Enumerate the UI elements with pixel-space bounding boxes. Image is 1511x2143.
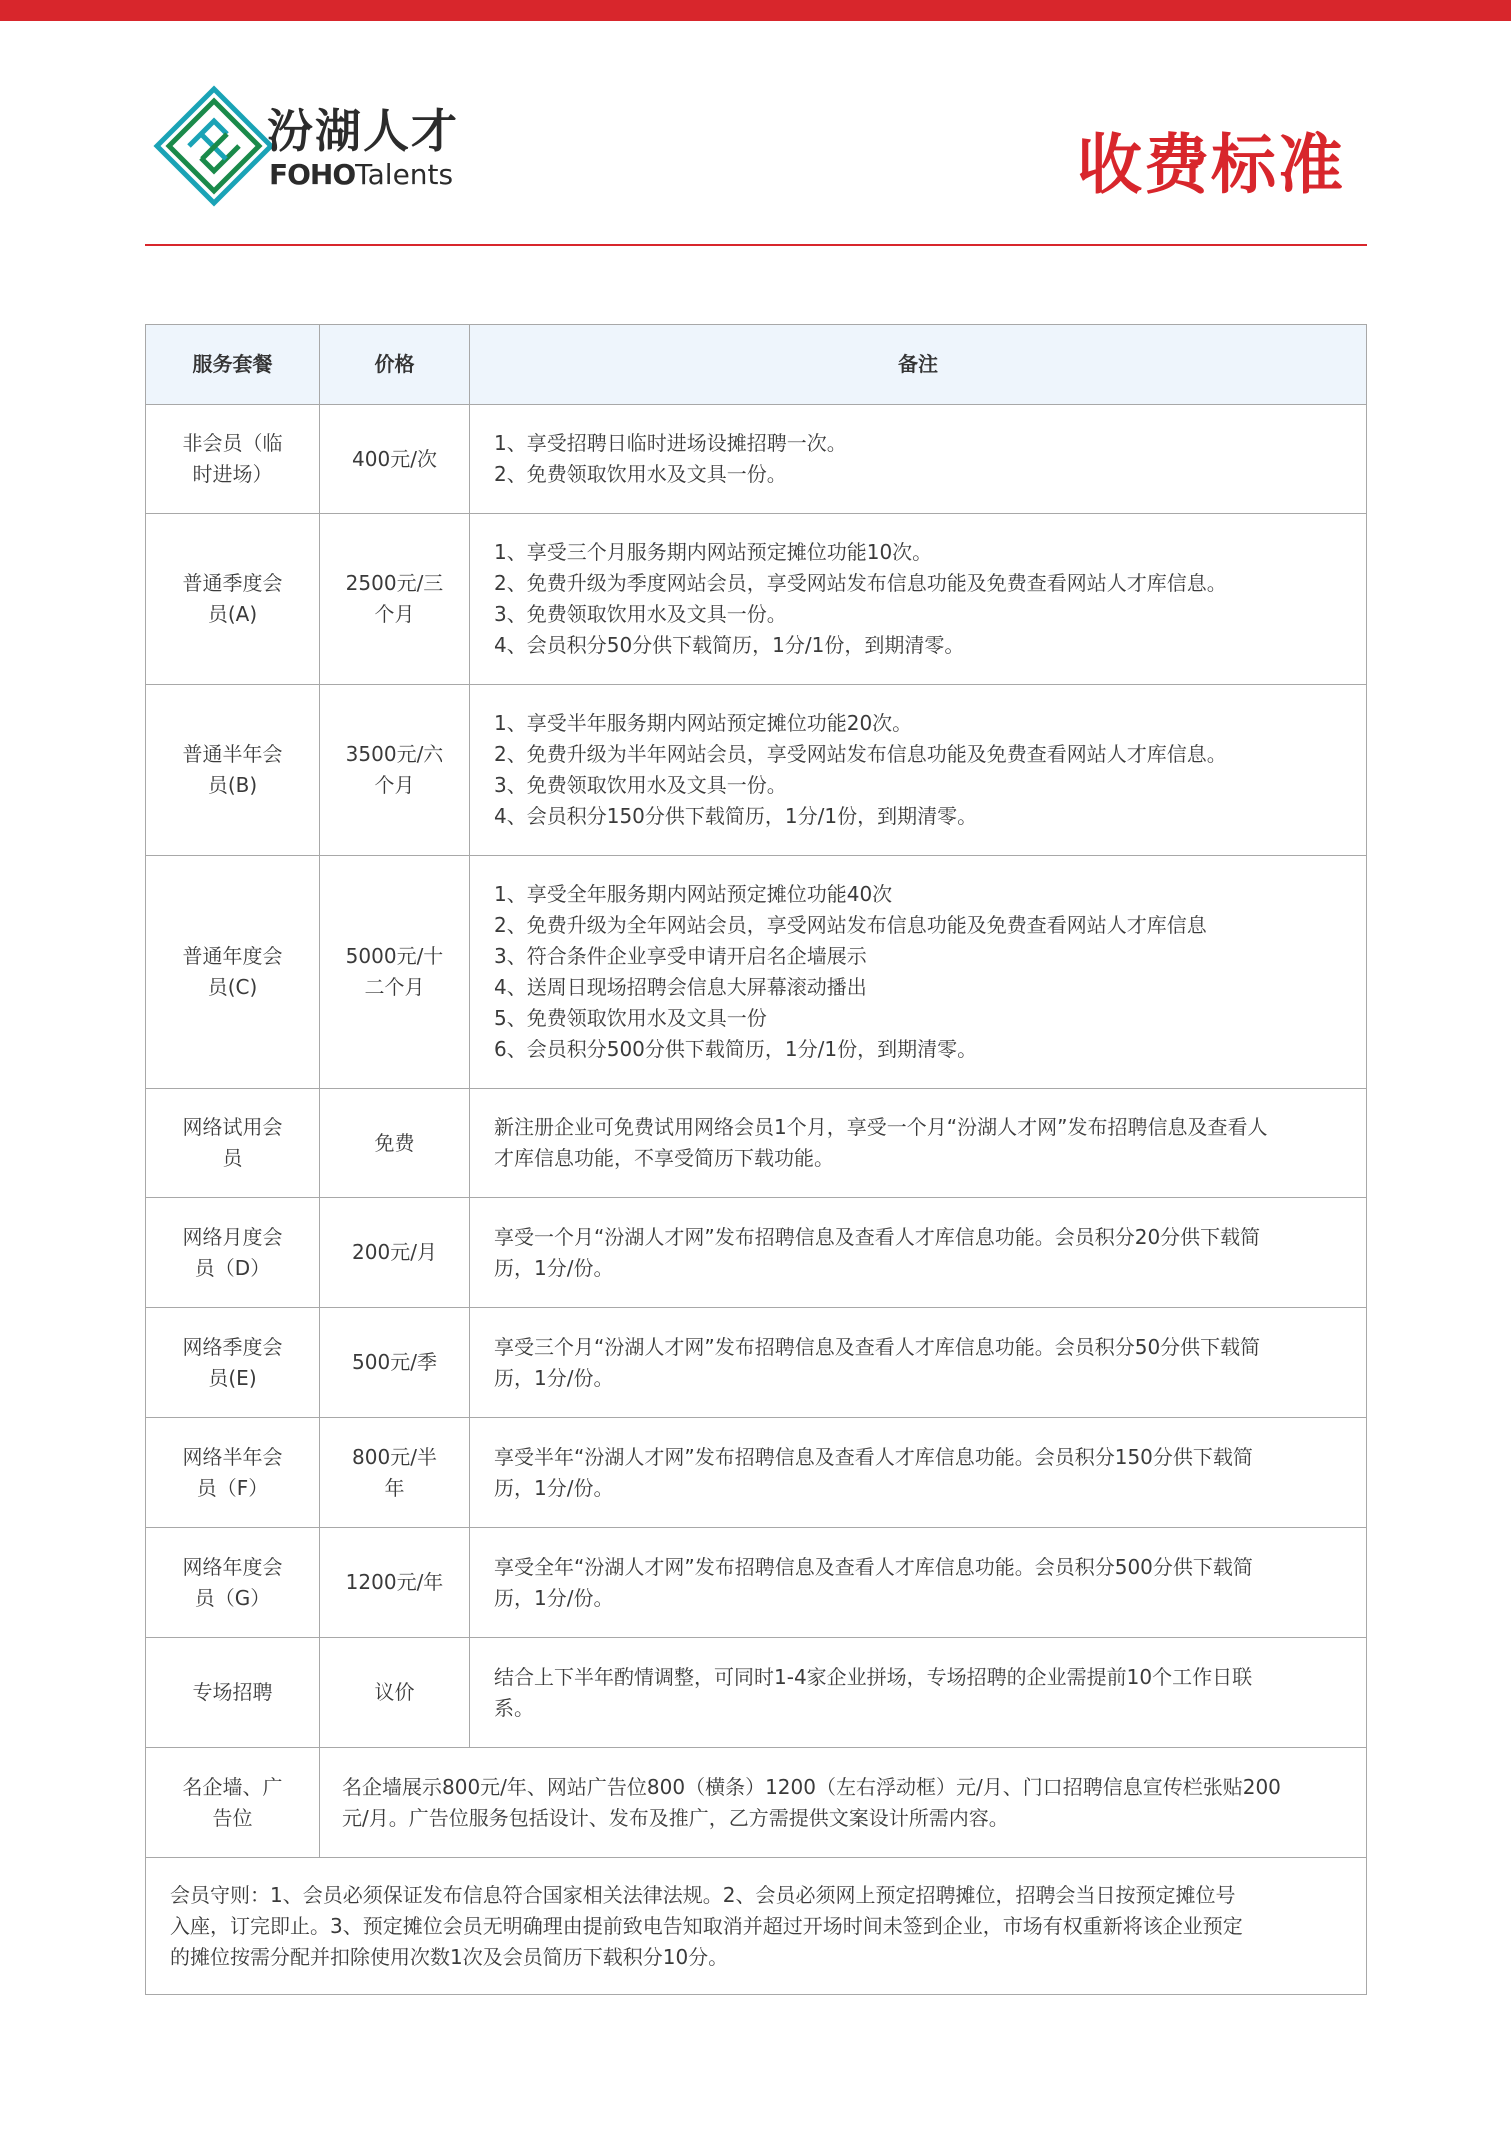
notes-cell: 享受一个月“汾湖人才网”发布招聘信息及查看人才库信息功能。会员积分20分供下载简 历，1分/份。 — [470, 1198, 1367, 1308]
price-cell: 1200元/年 — [320, 1528, 470, 1638]
logo-chinese-text: 汾湖人才 — [267, 104, 459, 158]
package-cell: 非会员（临 时进场） — [146, 405, 320, 514]
price-cell: 3500元/六 个月 — [320, 685, 470, 856]
logo-en-rest: Talents — [355, 158, 454, 191]
table-row — [146, 514, 1367, 685]
col-header-price: 价格 — [320, 325, 470, 405]
package-cell: 普通年度会 员(C) — [146, 856, 320, 1089]
notes-cell: 享受三个月“汾湖人才网”发布招聘信息及查看人才库信息功能。会员积分50分供下载简 历，1分/份。 — [470, 1308, 1367, 1418]
notes-cell: 享受半年“汾湖人才网”发布招聘信息及查看人才库信息功能。会员积分150分供下载简 历，1分/份。 — [470, 1418, 1367, 1528]
notes-cell: 享受全年“汾湖人才网”发布招聘信息及查看人才库信息功能。会员积分500分供下载简 历，1分/份。 — [470, 1528, 1367, 1638]
page-title: 收费标准 — [1076, 128, 1345, 203]
table-row — [146, 1528, 1367, 1638]
table-row — [146, 1089, 1367, 1198]
package-cell: 专场招聘 — [146, 1638, 320, 1748]
notes-cell: 新注册企业可免费试用网络会员1个月，享受一个月“汾湖人才网”发布招聘信息及查看人 才库信息功能，不享受简历下载功能。 — [470, 1089, 1367, 1198]
price-cell: 500元/季 — [320, 1308, 470, 1418]
price-cell: 400元/次 — [320, 405, 470, 514]
notes-cell: 1、享受招聘日临时进场设摊招聘一次。 2、免费领取饮用水及文具一份。 — [470, 405, 1367, 514]
table-row — [146, 1308, 1367, 1418]
logo — [153, 85, 483, 213]
notes-cell: 结合上下半年酌情调整，可同时1-4家企业拼场，专场招聘的企业需提前10个工作日联 系。 — [470, 1638, 1367, 1748]
table-row — [146, 856, 1367, 1089]
price-cell: 2500元/三 个月 — [320, 514, 470, 685]
table-row — [146, 1638, 1367, 1748]
price-cell: 200元/月 — [320, 1198, 470, 1308]
notes-cell: 1、享受全年服务期内网站预定摊位功能40次 2、免费升级为全年网站会员，享受网站发布信息功能及免费查看网站人才库信息 3、符合条件企业享受申请开启名企墙展示 4、送周日现场招聘会信息大屏幕滚动播出 5、免费领取饮用水及文具一份 6、会员积分500分供下载简历，1分/1份，到期清零。 — [470, 856, 1367, 1089]
table-row — [146, 405, 1367, 514]
logo-en-bold: FOHO — [269, 158, 356, 191]
package-cell: 普通季度会 员(A) — [146, 514, 320, 685]
logo-english-text — [269, 158, 453, 191]
col-header-notes: 备注 — [470, 325, 1367, 405]
rules-row — [146, 1858, 1367, 1995]
logo-mark-icon — [153, 85, 275, 207]
package-cell: 网络季度会 员(E) — [146, 1308, 320, 1418]
table-header-row — [146, 325, 1367, 405]
table-row — [146, 685, 1367, 856]
ad-row — [146, 1748, 1367, 1858]
price-cell: 800元/半 年 — [320, 1418, 470, 1528]
notes-cell: 1、享受三个月服务期内网站预定摊位功能10次。 2、免费升级为季度网站会员，享受网站发布信息功能及免费查看网站人才库信息。 3、免费领取饮用水及文具一份。 4、会员积分50分供下载简历，1分/1份，到期清零。 — [470, 514, 1367, 685]
table-row — [146, 1198, 1367, 1308]
col-header-package: 服务套餐 — [146, 325, 320, 405]
price-cell: 5000元/十 二个月 — [320, 856, 470, 1089]
fee-table — [145, 324, 1367, 1995]
notes-cell: 1、享受半年服务期内网站预定摊位功能20次。 2、免费升级为半年网站会员，享受网站发布信息功能及免费查看网站人才库信息。 3、免费领取饮用水及文具一份。 4、会员积分150分供下载简历，1分/1份，到期清零。 — [470, 685, 1367, 856]
price-cell: 免费 — [320, 1089, 470, 1198]
package-cell: 名企墙、广 告位 — [146, 1748, 320, 1858]
table-row — [146, 1418, 1367, 1528]
package-cell: 网络半年会 员（F） — [146, 1418, 320, 1528]
price-cell: 议价 — [320, 1638, 470, 1748]
ad-price-notes-cell: 名企墙展示800元/年、网站广告位800（横条）1200（左右浮动框）元/月、门口招聘信息宣传栏张贴200 元/月。广告位服务包括设计、发布及推广，乙方需提供文案设计所需内容。 — [320, 1748, 1367, 1858]
package-cell: 网络年度会 员（G） — [146, 1528, 320, 1638]
package-cell: 普通半年会 员(B) — [146, 685, 320, 856]
member-rules-cell: 会员守则：1、会员必须保证发布信息符合国家相关法律法规。2、会员必须网上预定招聘摊位，招聘会当日按预定摊位号 入座，订完即止。3、预定摊位会员无明确理由提前致电告知取消并超过开场时间未签到企业，市场有权重新将该企业预定 的摊位按需分配并扣除使用次数1次及会员简历下载积分10分。 — [146, 1858, 1367, 1995]
package-cell: 网络月度会 员（D） — [146, 1198, 320, 1308]
top-accent-bar — [0, 0, 1511, 21]
header-divider — [145, 244, 1367, 246]
package-cell: 网络试用会 员 — [146, 1089, 320, 1198]
